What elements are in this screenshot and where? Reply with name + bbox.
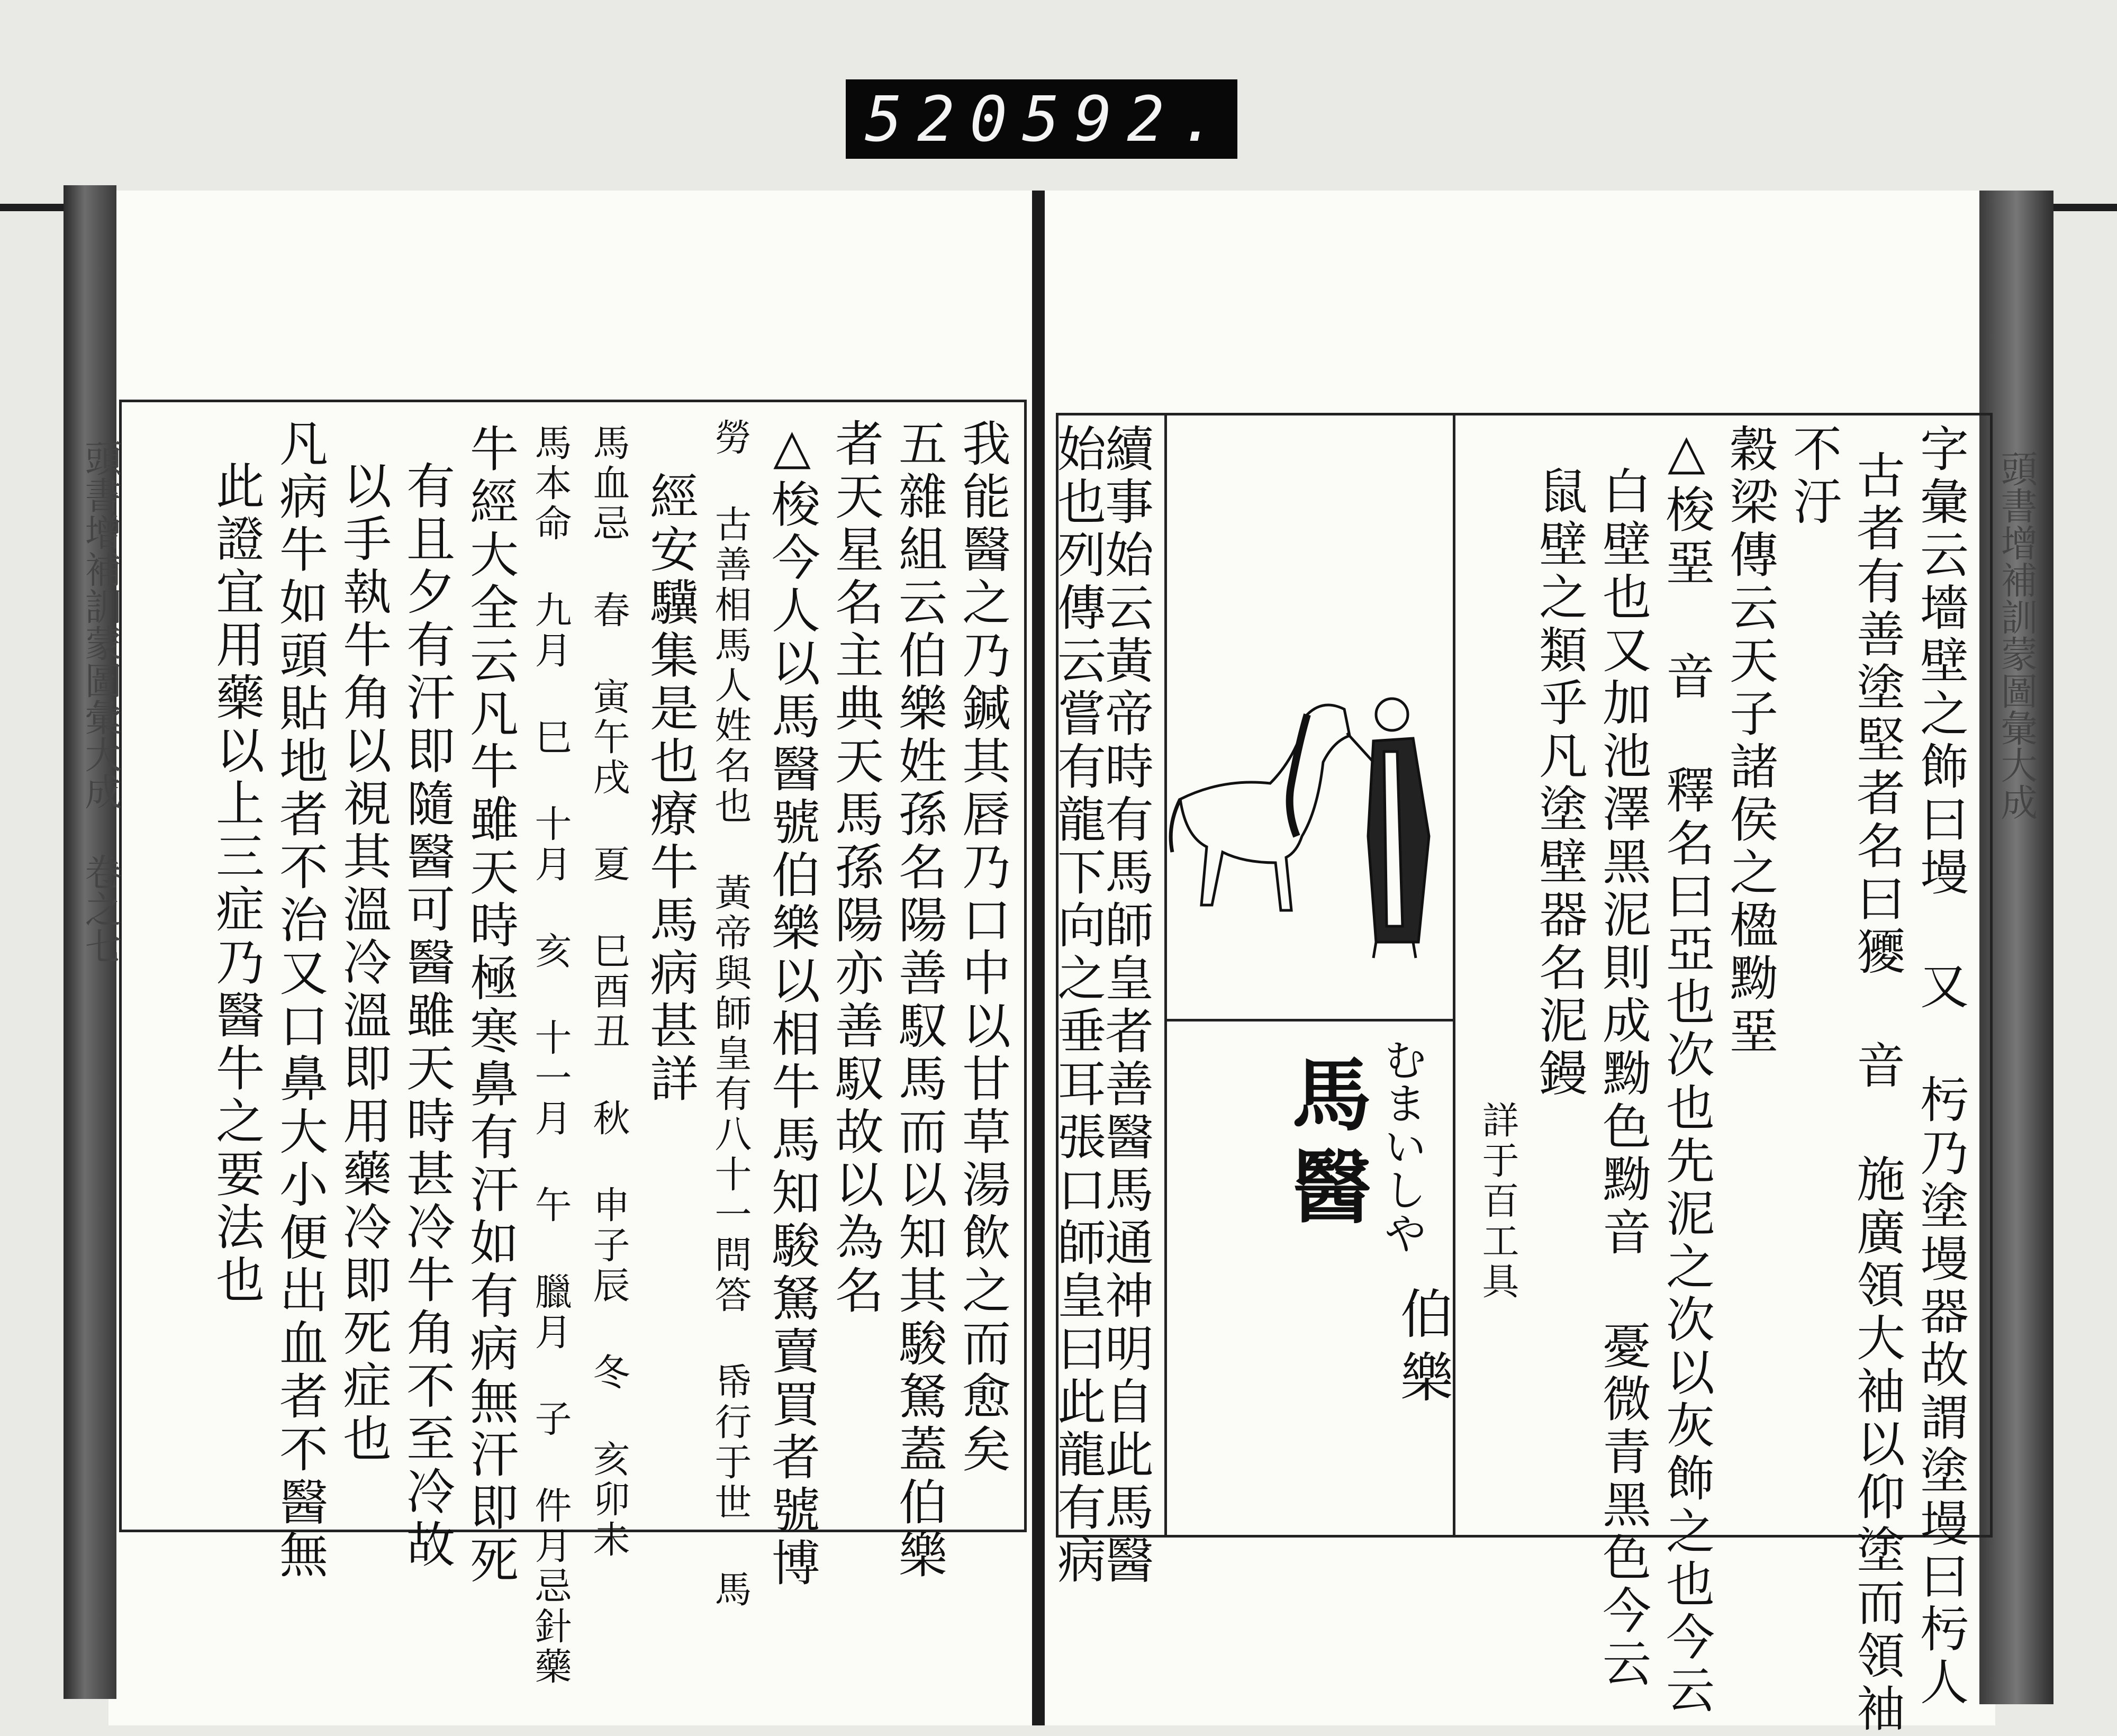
right-text-column: 始也列傳云嘗有龍下向之垂耳張口師皇曰此龍有病 — [1050, 423, 1106, 1588]
heading-reading: むまいしや — [1377, 1037, 1427, 1254]
panel-divider-horizontal — [1164, 1019, 1455, 1021]
horse-doctor-illustration — [1164, 677, 1461, 974]
right-text-column: 白壁也又加池澤黑泥則成黝色黝音 憂微青黑色今云 — [1595, 466, 1651, 1691]
left-text-column: 牛經大全云凡牛雖天時極寒鼻有汗如有病無汗即死 — [462, 423, 519, 1588]
right-text-column: △梭堊 音 釋名曰亞也次也先泥之次以灰飾之也今云 — [1658, 423, 1715, 1717]
left-margin-title: 頭書增補訓蒙圖彙大成 卷之七 — [79, 439, 122, 964]
film-frame-label — [846, 79, 1237, 159]
left-text-column: 我能醫之乃鍼其唇乃口中以甘草湯飲之而愈矣 — [954, 418, 1011, 1477]
film-number-left: 520 — [865, 83, 1023, 156]
left-text-column: 馬血忌 春 寅午戌 夏 巳酉丑 秋 申子辰 冬 亥卯未 — [587, 423, 630, 1560]
right-text-column: 不汙 — [1785, 423, 1842, 529]
right-margin-title: 頭書增補訓蒙圖彙大成 — [1995, 450, 2038, 820]
left-text-column: 以手執牛角以視其溫冷溫即用藥冷即死症也 — [335, 460, 392, 1466]
right-text-column: 詳于百工具 — [1476, 1101, 1519, 1302]
left-text-column: 凡病牛如頭貼地者不治又口鼻大小便出血者不醫無 — [272, 418, 328, 1583]
film-number-right: 592. — [1022, 83, 1232, 156]
left-text-column: 勞 古善相馬人姓名也 黃帝與師皇有八十一問答 帋行于世 馬 — [709, 418, 752, 1610]
left-text-column: 馬本命 九月 巳 十月 亥 十一月 午 臘月 子 件月忌針藥 — [529, 423, 572, 1687]
right-text-column: 鼠壁之類乎凡塗壁器名泥鏝 — [1531, 466, 1588, 1101]
left-text-column: 者天星名主典天馬孫陽亦善馭故以為名 — [827, 418, 884, 1318]
right-text-column: 字彙云墻壁之飾曰墁 又 杇乃塗墁器故謂塗墁曰杇人 — [1912, 423, 1969, 1710]
left-text-column: 有且夕有汗即隨醫可醫雖天時甚冷牛角不至冷故 — [399, 460, 455, 1572]
left-text-column: 五雜組云伯樂姓孫名陽善馭馬而以知其駿駑蓋伯樂 — [891, 418, 947, 1583]
left-text-column: 此證宜用藥以上三症乃醫牛之要法也 — [208, 460, 265, 1307]
left-text-column: 經安驥集是也療牛馬病甚詳 — [642, 471, 699, 1106]
heading-author: 伯樂 — [1391, 1286, 1453, 1413]
heading-title: 馬醫 — [1278, 1053, 1371, 1237]
right-text-column: 續事始云黃帝時有馬師皇者善醫馬通神明自此馬醫 — [1097, 423, 1154, 1588]
right-text-column: 古者有善塗堅者名曰獿 音 施廣領大袖以仰塗而領袖 — [1849, 450, 1905, 1736]
right-text-column: 穀梁傳云天子諸侯之楹黝堊 — [1722, 423, 1778, 1059]
panel-divider-column — [1164, 413, 1167, 1538]
left-text-column: △梭今人以馬醫號伯樂以相牛馬知駿駑賣買者號博 — [764, 418, 820, 1590]
book-spine — [1032, 191, 1045, 1725]
